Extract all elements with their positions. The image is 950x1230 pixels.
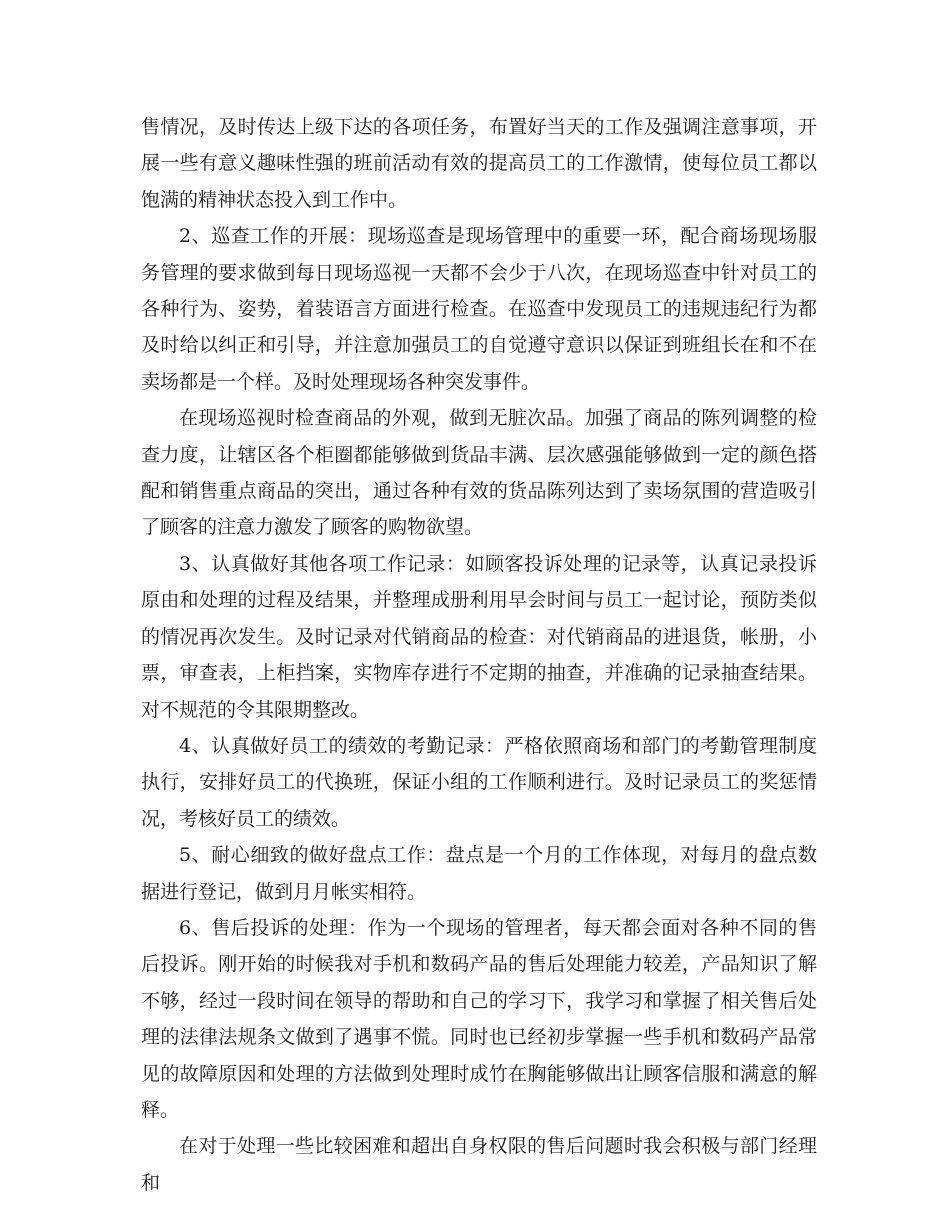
paragraph-product-inspection: 在现场巡视时检查商品的外观，做到无脏次品。加强了商品的陈列调整的检查力度，让辖区各个柜圈都能够做到货品丰满、层次感强能够做到一定的颜色搭配和销售重点商品的突出，通过各种有效的货品陈列达到了卖场氛围的营造吸引了顾客的注意力激发了顾客的购物欲望。 [141, 407, 817, 539]
paragraph-work-records: 3、认真做好其他各项工作记录：如顾客投诉处理的记录等，认真记录投诉原由和处理的过程及结果，并整理成册利用早会时间与员工一起讨论，预防类似的情况再次发生。及时记录对代销商品的检查：对代销商品的进退货，帐册，小票，审查表，上柜挡案，实物库存进行不定期的抽查，并准确的记录抽查结果。对不规范的令其限期整改。 [141, 552, 817, 721]
document-body [141, 109, 817, 1201]
paragraph-sales-intro: 售情况，及时传达上级下达的各项任务，布置好当天的工作及强调注意事项，开展一些有意义趣味性强的班前活动有效的提高员工的工作激情，使每位员工都以饱满的精神状态投入到工作中。 [141, 116, 817, 211]
paragraph-attendance-records: 4、认真做好员工的绩效的考勤记录：严格依照商场和部门的考勤管理制度执行，安排好员工的代换班，保证小组的工作顺利进行。及时记录员工的奖惩情况，考核好员工的绩效。 [141, 734, 817, 830]
paragraph-patrol-work: 2、巡查工作的开展：现场巡查是现场管理中的重要一环，配合商场现场服务管理的要求做到每日现场巡视一天都不会少于八次，在现场巡查中针对员工的各种行为、姿势，着装语言方面进行检查。在巡查中发现员工的违规违纪行为都及时给以纠正和引导，并注意加强员工的自觉遵守意识以保证到班组长在和不在卖场都是一个样。及时处理现场各种突发事件。 [141, 225, 817, 393]
paragraph-inventory-count: 5、耐心细致的做好盘点工作：盘点是一个月的工作体现，对每月的盘点数据进行登记，做到月月帐实相符。 [141, 844, 817, 903]
paragraph-after-sales-complaints: 6、售后投诉的处理：作为一个现场的管理者，每天都会面对各种不同的售后投诉。刚开始的时候我对手机和数码产品的售后处理能力较差，产品知识了解不够，经过一段时间在领导的帮助和自己的学习下，我学习和掌握了相关售后处理的法律法规条文做到了遇事不慌。同时也已经初步掌握一些手机和数码产品常见的故障原因和处理的方法做到处理时成竹在胸能够做出让顾客信服和满意的解释。 [141, 916, 817, 1121]
paragraph-escalation: 在对于处理一些比较困难和超出自身权限的售后问题时我会积极与部门经理和 [141, 1135, 817, 1194]
